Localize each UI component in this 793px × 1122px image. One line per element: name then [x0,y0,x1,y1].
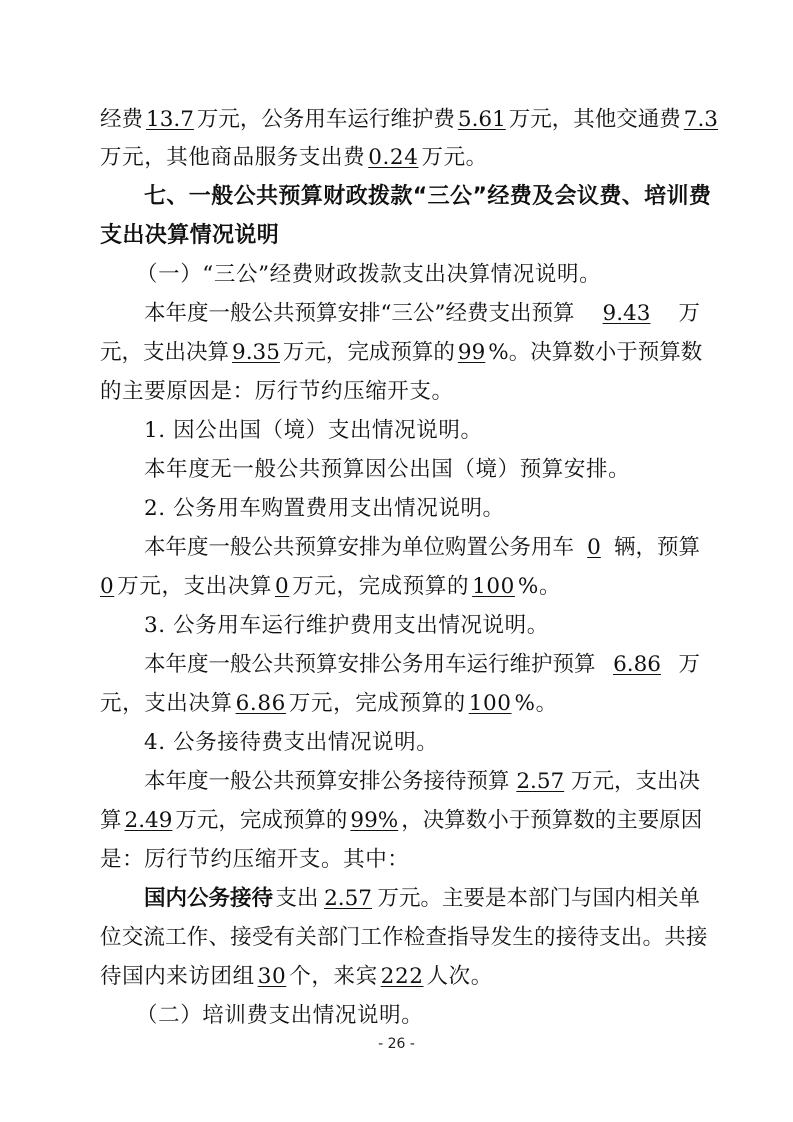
amount-value: 0 [100,574,115,599]
paragraph-line: 是：厉行节约压缩开支。其中： [100,847,410,872]
amount-value: 2.49 [124,808,173,833]
subsection-heading: （二）培训费支出情况说明。 [136,1003,424,1028]
page-number: - 26 - [378,1036,415,1052]
paragraph-line: 本年度一般公共预算安排公务用车运行维护预算 6.86 万 [144,648,700,682]
percent-value: 100 [468,691,512,716]
paragraph-line: 经费 13.7 万元，公务用车运行维护费 5.61 万元，其他交通费 7.3 [100,103,700,137]
item-heading: 4. 公务接待费支出情况说明。 [144,730,439,755]
paragraph-line: 本年度一般公共预算安排公务接待预算 2.57 万元，支出决 [144,765,700,799]
paragraph-line: 本年度一般公共预算安排为单位购置公务用车 0 辆，预算 [144,531,700,565]
paragraph-line: 元，支出决算 6.86 万元，完成预算的 100 %。 [100,691,558,716]
subsection-heading: （一）“三公”经费财政拨款支出决算情况说明。 [136,262,602,287]
paragraph-line: 的主要原因是：厉行节约压缩开支。 [100,379,454,404]
percent-value: 99% [350,808,399,833]
amount-value: 6.86 [235,691,286,716]
paragraph-line: 0 万元，支出决算 0 万元，完成预算的 100 %。 [100,574,562,599]
amount-value: 7.3 [683,107,718,132]
item-heading: 3. 公务用车运行维护费用支出情况说明。 [144,613,549,638]
bold-term: 国内公务接待 [144,886,274,911]
amount-value: 9.35 [232,340,280,365]
amount-value: 9.43 [602,301,651,326]
paragraph-line: 元，支出决算 9.35 万元，完成预算的 99 %。决算数小于预算数 [100,336,700,370]
count-value: 222 [380,964,424,989]
paragraph-line: 待国内来访团组 30 个，来宾 222 人次。 [100,964,493,989]
paragraph-line: 国内公务接待 支出 2.57 万元。主要是本部门与国内相关单 [144,882,700,916]
item-heading: 1. 因公出国（境）支出情况说明。 [144,418,483,443]
amount-value: 0.24 [368,145,419,170]
section-heading-cont: 支出决算情况说明 [100,223,280,248]
count-value: 30 [257,964,287,989]
amount-value: 5.61 [457,107,506,132]
amount-value: 0 [274,574,290,599]
paragraph-line: 算 2.49 万元，完成预算的 99% ，决算数小于预算数的主要原因 [100,804,700,838]
amount-value: 6.86 [613,652,661,677]
paragraph-line: 位交流工作、接受有关部门工作检查指导发生的接待支出。共接 [100,925,708,950]
section-heading: 七、一般公共预算财政拨款“三公”经费及会议费、培训费 [144,184,712,209]
item-heading: 2. 公务用车购置费用支出情况说明。 [144,496,505,521]
paragraph-line: 本年度无一般公共预算因公出国（境）预算安排。 [144,457,631,482]
amount-value: 2.57 [324,886,372,911]
count-value: 0 [587,535,601,560]
percent-value: 100 [472,574,515,599]
paragraph-line: 本年度一般公共预算安排“三公”经费支出预算 9.43 万 [144,297,700,331]
percent-value: 99 [457,340,486,365]
paragraph-line: 万元，其他商品服务支出费 0.24 万元。 [100,145,488,170]
amount-value: 13.7 [146,107,194,132]
amount-value: 2.57 [516,769,565,794]
